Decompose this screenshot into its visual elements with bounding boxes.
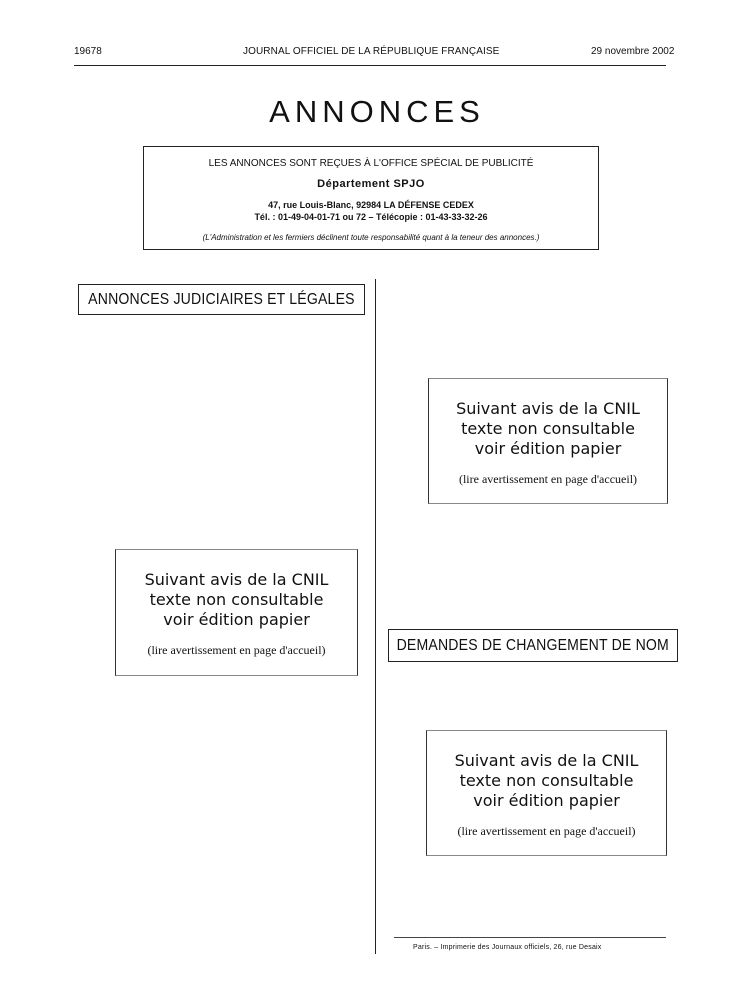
info-box (143, 146, 599, 250)
cnil-notice-line: voir édition papier (163, 610, 310, 629)
cnil-notice-line: Suivant avis de la CNIL (454, 751, 639, 770)
section-title-judiciaires (78, 284, 365, 315)
cnil-notice-line: Suivant avis de la CNIL (456, 399, 640, 418)
section-title-changement-nom-text: DEMANDES DE CHANGEMENT DE NOM (396, 636, 670, 654)
cnil-notice-note: (lire avertissement en page d'accueil) (458, 472, 638, 486)
cnil-notice-line: Suivant avis de la CNIL (144, 570, 329, 589)
header-rule (74, 65, 666, 66)
issue-date: 29 novembre 2002 (591, 46, 675, 57)
cnil-notice-box (426, 730, 667, 856)
cnil-notice-box (428, 378, 668, 504)
page-number: 19678 (74, 46, 102, 57)
cnil-notice-note: (lire avertissement en page d'accueil) (457, 824, 636, 838)
journal-title: JOURNAL OFFICIEL DE LA RÉPUBLIQUE FRANÇAISE (243, 46, 500, 57)
cnil-notice-line: texte non consultable (149, 590, 324, 609)
cnil-notice-note: (lire avertissement en page d'accueil) (147, 643, 326, 657)
info-phone-line: Tél. : 01-49-04-01-71 ou 72 – Télécopie : 01-43-33-32-26 (254, 212, 488, 222)
page-title: ANNONCES (269, 94, 485, 129)
cnil-notice-line: texte non consultable (459, 771, 634, 790)
section-title-judiciaires-text: ANNONCES JUDICIAIRES ET LÉGALES (88, 290, 355, 308)
cnil-notice-line: texte non consultable (461, 419, 635, 438)
cnil-notice-box (115, 549, 358, 676)
info-disclaimer-line: (L'Administration et les fermiers déclinent toute responsabilité quant à la teneur des annonces.) (202, 233, 540, 242)
info-address-line: 47, rue Louis-Blanc, 92984 LA DÉFENSE CEDEX (268, 200, 474, 210)
info-department-line: Département SPJO (317, 178, 425, 190)
footer-rule (394, 937, 666, 938)
cnil-notice-line: voir édition papier (474, 439, 622, 458)
info-reception-line: LES ANNONCES SONT REÇUES À L'OFFICE SPÉCIAL DE PUBLICITÉ (208, 158, 534, 169)
footer-imprint: Paris. – Imprimerie des Journaux officiels, 26, rue Desaix (413, 944, 602, 951)
column-separator (375, 279, 376, 954)
cnil-notice-line: voir édition papier (473, 791, 620, 810)
section-title-changement-nom (388, 629, 678, 662)
